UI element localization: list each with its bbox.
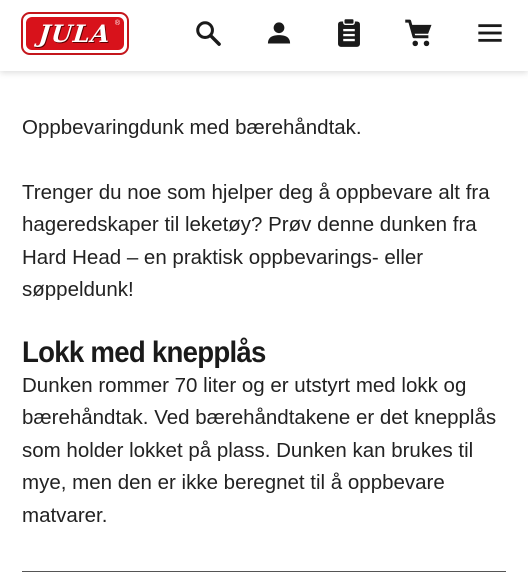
- search-button[interactable]: [193, 18, 223, 48]
- clipboard-list-icon: [336, 18, 362, 48]
- account-button[interactable]: [264, 18, 294, 48]
- shopping-list-button[interactable]: [334, 18, 364, 48]
- logo-text: JULA: [37, 19, 113, 48]
- product-description: [22, 112, 512, 532]
- registered-mark: ®: [114, 20, 120, 27]
- section-paragraph: Dunken rommer 70 liter og er utstyrt med lokk og bærehåndtak. Ved bærehåndtakene er det knepplås som holder lokket på plass. Dunken kan brukes til mye, men den er ikke beregnet til å oppbevare matvarer.: [22, 373, 497, 527]
- site-header: [0, 0, 528, 71]
- description-paragraph: Trenger du noe som hjelper deg å oppbevare alt fra hageredskaper til leketøy? Prøv denne dunken fra Hard Head – en praktisk oppbevarings- eller søppeldunk!: [22, 180, 490, 301]
- jula-logo[interactable]: [21, 12, 129, 55]
- account-icon: [265, 19, 293, 47]
- menu-icon: [476, 19, 504, 47]
- search-icon: [194, 19, 222, 47]
- section-heading: Lokk med knepplås: [22, 335, 266, 369]
- logo-badge: [26, 17, 124, 50]
- section-divider: [22, 571, 506, 572]
- menu-button[interactable]: [475, 18, 505, 48]
- cart-button[interactable]: [404, 18, 434, 48]
- description-intro: Oppbevaringdunk med bærehåndtak.: [22, 116, 362, 139]
- cart-icon: [404, 18, 434, 48]
